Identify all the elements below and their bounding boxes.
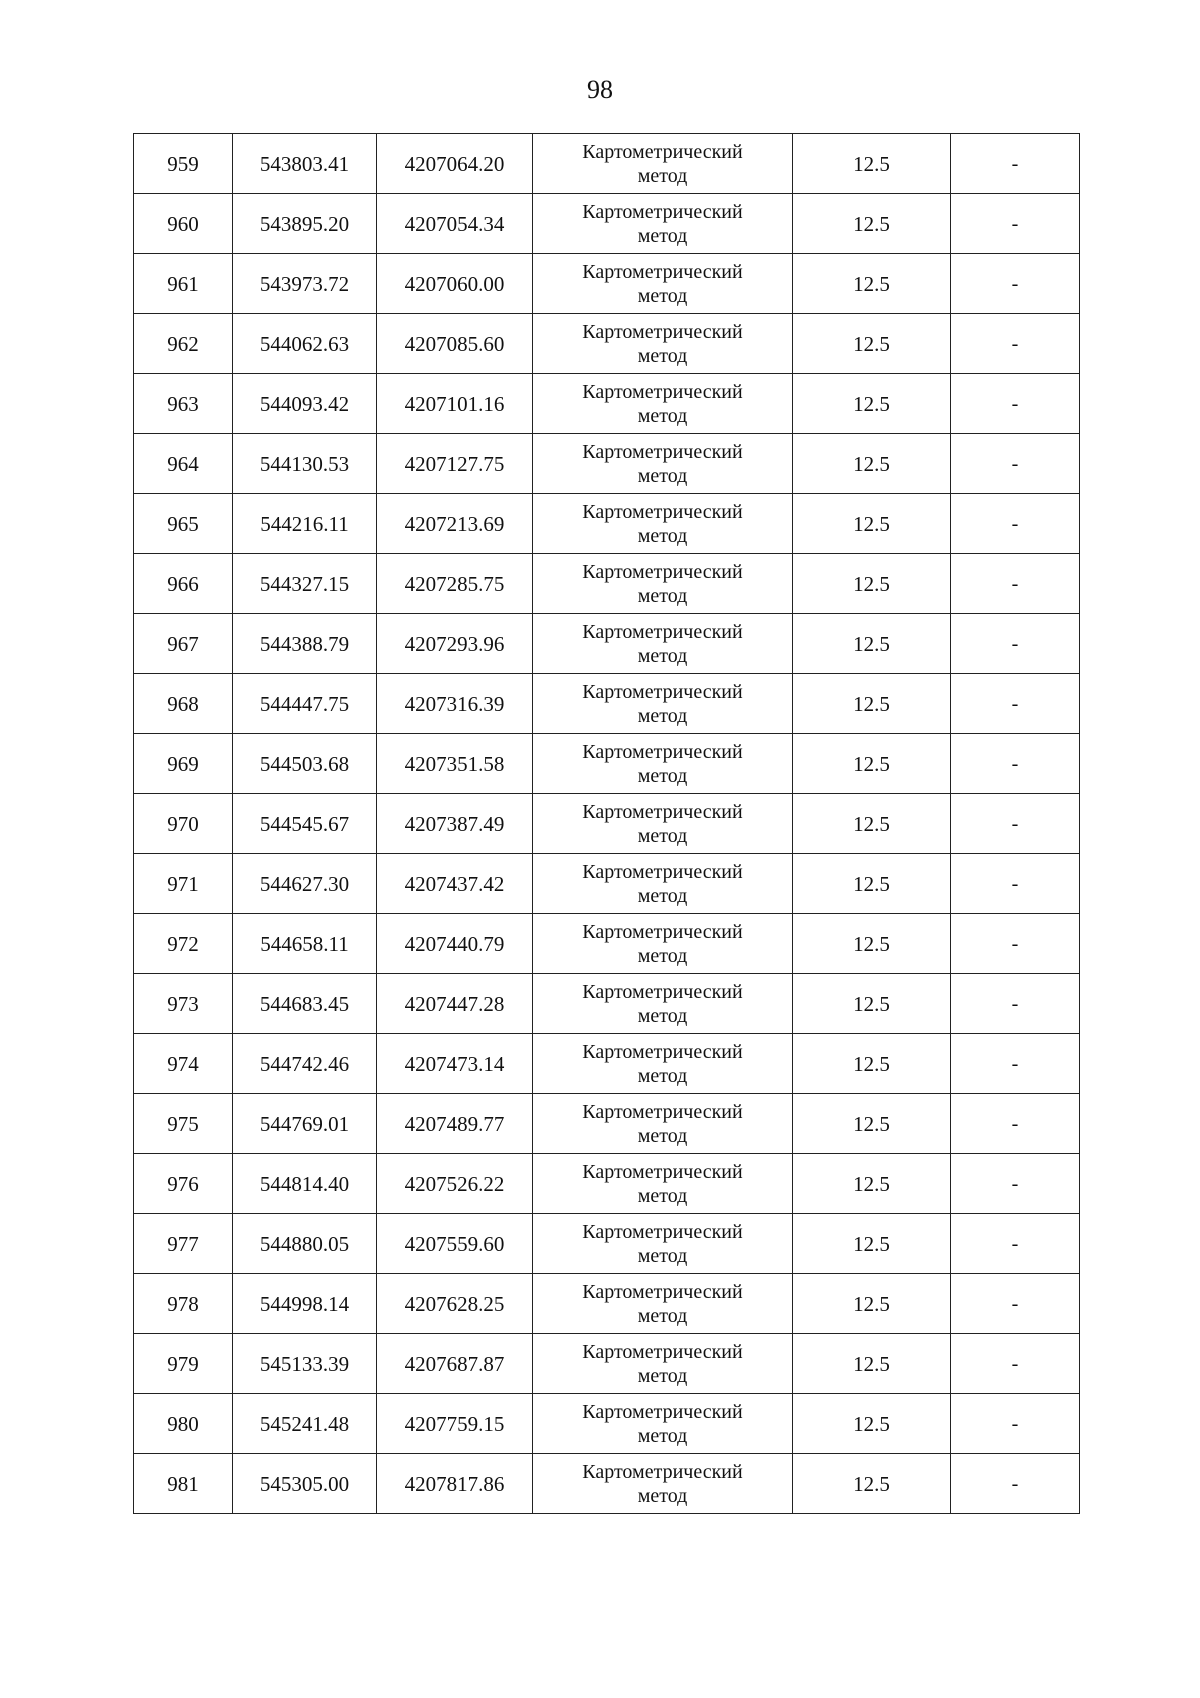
method-cell [533, 614, 793, 674]
x-coordinate-cell: 545305.00 [233, 1454, 377, 1514]
x-coordinate-cell: 543895.20 [233, 194, 377, 254]
method-line-1: Картометрический [582, 1340, 743, 1363]
method-line-2: метод [637, 164, 688, 187]
table-row [134, 194, 1080, 254]
x-coordinate-cell: 544388.79 [233, 614, 377, 674]
table-row [134, 1034, 1080, 1094]
method-line-1: Картометрический [582, 1460, 743, 1483]
method-cell [533, 554, 793, 614]
x-coordinate-cell: 544545.67 [233, 794, 377, 854]
method-line-2: метод [637, 764, 688, 787]
x-coordinate-cell: 544814.40 [233, 1154, 377, 1214]
method-line-2: метод [637, 464, 688, 487]
method-line-2: метод [637, 704, 688, 727]
table-row [134, 974, 1080, 1034]
method-line-1: Картометрический [582, 140, 743, 163]
accuracy-cell: 12.5 [793, 1094, 951, 1154]
point-number-cell: 974 [134, 1034, 233, 1094]
point-number-cell: 979 [134, 1334, 233, 1394]
method-line-2: метод [637, 284, 688, 307]
method-cell [533, 914, 793, 974]
x-coordinate-cell: 544093.42 [233, 374, 377, 434]
point-number-cell: 981 [134, 1454, 233, 1514]
table-row [134, 674, 1080, 734]
method-line-1: Картометрический [582, 1280, 743, 1303]
note-cell: - [951, 674, 1080, 734]
table-row [134, 1154, 1080, 1214]
accuracy-cell: 12.5 [793, 494, 951, 554]
method-line-1: Картометрический [582, 1100, 743, 1123]
y-coordinate-cell: 4207213.69 [377, 494, 533, 554]
method-line-2: метод [637, 944, 688, 967]
note-cell: - [951, 434, 1080, 494]
y-coordinate-cell: 4207085.60 [377, 314, 533, 374]
note-cell: - [951, 794, 1080, 854]
note-cell: - [951, 1154, 1080, 1214]
method-line-1: Картометрический [582, 800, 743, 823]
table-row [134, 1454, 1080, 1514]
note-cell: - [951, 254, 1080, 314]
x-coordinate-cell: 544062.63 [233, 314, 377, 374]
accuracy-cell: 12.5 [793, 1334, 951, 1394]
method-cell [533, 1214, 793, 1274]
method-line-2: метод [637, 644, 688, 667]
point-number-cell: 976 [134, 1154, 233, 1214]
y-coordinate-cell: 4207817.86 [377, 1454, 533, 1514]
method-cell [533, 1454, 793, 1514]
note-cell: - [951, 974, 1080, 1034]
accuracy-cell: 12.5 [793, 194, 951, 254]
x-coordinate-cell: 544503.68 [233, 734, 377, 794]
note-cell: - [951, 1274, 1080, 1334]
accuracy-cell: 12.5 [793, 1454, 951, 1514]
table-row [134, 314, 1080, 374]
table-row [134, 914, 1080, 974]
table-row [134, 854, 1080, 914]
accuracy-cell: 12.5 [793, 854, 951, 914]
method-line-1: Картометрический [582, 200, 743, 223]
page-number: 98 [587, 75, 613, 104]
accuracy-cell: 12.5 [793, 134, 951, 194]
note-cell: - [951, 314, 1080, 374]
y-coordinate-cell: 4207440.79 [377, 914, 533, 974]
y-coordinate-cell: 4207054.34 [377, 194, 533, 254]
accuracy-cell: 12.5 [793, 734, 951, 794]
x-coordinate-cell: 544216.11 [233, 494, 377, 554]
accuracy-cell: 12.5 [793, 614, 951, 674]
note-cell: - [951, 194, 1080, 254]
method-cell [533, 974, 793, 1034]
method-line-1: Картометрический [582, 260, 743, 283]
method-line-2: метод [637, 344, 688, 367]
y-coordinate-cell: 4207526.22 [377, 1154, 533, 1214]
x-coordinate-cell: 544880.05 [233, 1214, 377, 1274]
y-coordinate-cell: 4207628.25 [377, 1274, 533, 1334]
method-cell [533, 1334, 793, 1394]
note-cell: - [951, 1034, 1080, 1094]
method-cell [533, 1094, 793, 1154]
method-line-1: Картометрический [582, 320, 743, 343]
table-row [134, 554, 1080, 614]
method-line-1: Картометрический [582, 440, 743, 463]
note-cell: - [951, 1334, 1080, 1394]
method-line-1: Картометрический [582, 920, 743, 943]
y-coordinate-cell: 4207687.87 [377, 1334, 533, 1394]
y-coordinate-cell: 4207473.14 [377, 1034, 533, 1094]
method-cell [533, 254, 793, 314]
method-cell [533, 1274, 793, 1334]
method-line-2: метод [637, 1124, 688, 1147]
accuracy-cell: 12.5 [793, 1274, 951, 1334]
point-number-cell: 972 [134, 914, 233, 974]
method-line-1: Картометрический [582, 680, 743, 703]
note-cell: - [951, 1394, 1080, 1454]
method-cell [533, 194, 793, 254]
x-coordinate-cell: 544658.11 [233, 914, 377, 974]
method-line-1: Картометрический [582, 860, 743, 883]
method-cell [533, 674, 793, 734]
point-number-cell: 971 [134, 854, 233, 914]
method-line-1: Картометрический [582, 500, 743, 523]
table-row [134, 1394, 1080, 1454]
table-row [134, 1274, 1080, 1334]
method-cell [533, 314, 793, 374]
y-coordinate-cell: 4207127.75 [377, 434, 533, 494]
method-cell [533, 434, 793, 494]
method-line-2: метод [637, 584, 688, 607]
x-coordinate-cell: 544627.30 [233, 854, 377, 914]
point-number-cell: 968 [134, 674, 233, 734]
method-line-1: Картометрический [582, 1220, 743, 1243]
accuracy-cell: 12.5 [793, 554, 951, 614]
x-coordinate-cell: 544447.75 [233, 674, 377, 734]
table-row [134, 494, 1080, 554]
method-cell [533, 1154, 793, 1214]
method-line-2: метод [637, 1304, 688, 1327]
x-coordinate-cell: 545133.39 [233, 1334, 377, 1394]
method-line-2: метод [637, 224, 688, 247]
y-coordinate-cell: 4207759.15 [377, 1394, 533, 1454]
x-coordinate-cell: 544683.45 [233, 974, 377, 1034]
x-coordinate-cell: 544998.14 [233, 1274, 377, 1334]
method-line-1: Картометрический [582, 1040, 743, 1063]
y-coordinate-cell: 4207489.77 [377, 1094, 533, 1154]
method-line-2: метод [637, 404, 688, 427]
table-row [134, 1214, 1080, 1274]
point-number-cell: 969 [134, 734, 233, 794]
point-number-cell: 978 [134, 1274, 233, 1334]
accuracy-cell: 12.5 [793, 974, 951, 1034]
accuracy-cell: 12.5 [793, 1154, 951, 1214]
note-cell: - [951, 1094, 1080, 1154]
accuracy-cell: 12.5 [793, 914, 951, 974]
table-row [134, 134, 1080, 194]
accuracy-cell: 12.5 [793, 314, 951, 374]
point-number-cell: 959 [134, 134, 233, 194]
note-cell: - [951, 134, 1080, 194]
table-row [134, 734, 1080, 794]
x-coordinate-cell: 545241.48 [233, 1394, 377, 1454]
note-cell: - [951, 614, 1080, 674]
note-cell: - [951, 1454, 1080, 1514]
point-number-cell: 980 [134, 1394, 233, 1454]
x-coordinate-cell: 544742.46 [233, 1034, 377, 1094]
x-coordinate-cell: 544327.15 [233, 554, 377, 614]
method-line-2: метод [637, 884, 688, 907]
point-number-cell: 977 [134, 1214, 233, 1274]
y-coordinate-cell: 4207060.00 [377, 254, 533, 314]
method-line-1: Картометрический [582, 740, 743, 763]
y-coordinate-cell: 4207293.96 [377, 614, 533, 674]
note-cell: - [951, 554, 1080, 614]
point-number-cell: 961 [134, 254, 233, 314]
method-line-1: Картометрический [582, 980, 743, 1003]
y-coordinate-cell: 4207387.49 [377, 794, 533, 854]
table-body [134, 134, 1080, 1514]
method-line-2: метод [637, 824, 688, 847]
method-cell [533, 494, 793, 554]
point-number-cell: 960 [134, 194, 233, 254]
accuracy-cell: 12.5 [793, 674, 951, 734]
y-coordinate-cell: 4207316.39 [377, 674, 533, 734]
note-cell: - [951, 374, 1080, 434]
method-cell [533, 1034, 793, 1094]
method-line-2: метод [637, 1064, 688, 1087]
table-row [134, 614, 1080, 674]
table-row [134, 1094, 1080, 1154]
note-cell: - [951, 494, 1080, 554]
method-line-2: метод [637, 1364, 688, 1387]
x-coordinate-cell: 543803.41 [233, 134, 377, 194]
method-line-1: Картометрический [582, 1160, 743, 1183]
y-coordinate-cell: 4207437.42 [377, 854, 533, 914]
method-cell [533, 134, 793, 194]
note-cell: - [951, 734, 1080, 794]
y-coordinate-cell: 4207285.75 [377, 554, 533, 614]
coordinates-table [133, 133, 1080, 1514]
table-row [134, 794, 1080, 854]
y-coordinate-cell: 4207559.60 [377, 1214, 533, 1274]
point-number-cell: 965 [134, 494, 233, 554]
accuracy-cell: 12.5 [793, 434, 951, 494]
accuracy-cell: 12.5 [793, 374, 951, 434]
accuracy-cell: 12.5 [793, 254, 951, 314]
y-coordinate-cell: 4207447.28 [377, 974, 533, 1034]
accuracy-cell: 12.5 [793, 1034, 951, 1094]
note-cell: - [951, 914, 1080, 974]
point-number-cell: 967 [134, 614, 233, 674]
method-line-1: Картометрический [582, 380, 743, 403]
x-coordinate-cell: 544769.01 [233, 1094, 377, 1154]
point-number-cell: 966 [134, 554, 233, 614]
point-number-cell: 964 [134, 434, 233, 494]
point-number-cell: 962 [134, 314, 233, 374]
method-line-2: метод [637, 1004, 688, 1027]
point-number-cell: 963 [134, 374, 233, 434]
method-line-2: метод [637, 1484, 688, 1507]
y-coordinate-cell: 4207101.16 [377, 374, 533, 434]
method-line-2: метод [637, 1244, 688, 1267]
method-line-2: метод [637, 1184, 688, 1207]
x-coordinate-cell: 543973.72 [233, 254, 377, 314]
y-coordinate-cell: 4207064.20 [377, 134, 533, 194]
method-line-1: Картометрический [582, 620, 743, 643]
method-cell [533, 734, 793, 794]
method-cell [533, 794, 793, 854]
note-cell: - [951, 1214, 1080, 1274]
method-cell [533, 854, 793, 914]
accuracy-cell: 12.5 [793, 1214, 951, 1274]
note-cell: - [951, 854, 1080, 914]
table-row [134, 434, 1080, 494]
y-coordinate-cell: 4207351.58 [377, 734, 533, 794]
table-row [134, 374, 1080, 434]
method-cell [533, 374, 793, 434]
point-number-cell: 973 [134, 974, 233, 1034]
point-number-cell: 970 [134, 794, 233, 854]
table-row [134, 1334, 1080, 1394]
accuracy-cell: 12.5 [793, 1394, 951, 1454]
table-row [134, 254, 1080, 314]
method-line-2: метод [637, 1424, 688, 1447]
point-number-cell: 975 [134, 1094, 233, 1154]
x-coordinate-cell: 544130.53 [233, 434, 377, 494]
accuracy-cell: 12.5 [793, 794, 951, 854]
method-line-1: Картометрический [582, 1400, 743, 1423]
method-line-1: Картометрический [582, 560, 743, 583]
method-cell [533, 1394, 793, 1454]
method-line-2: метод [637, 524, 688, 547]
